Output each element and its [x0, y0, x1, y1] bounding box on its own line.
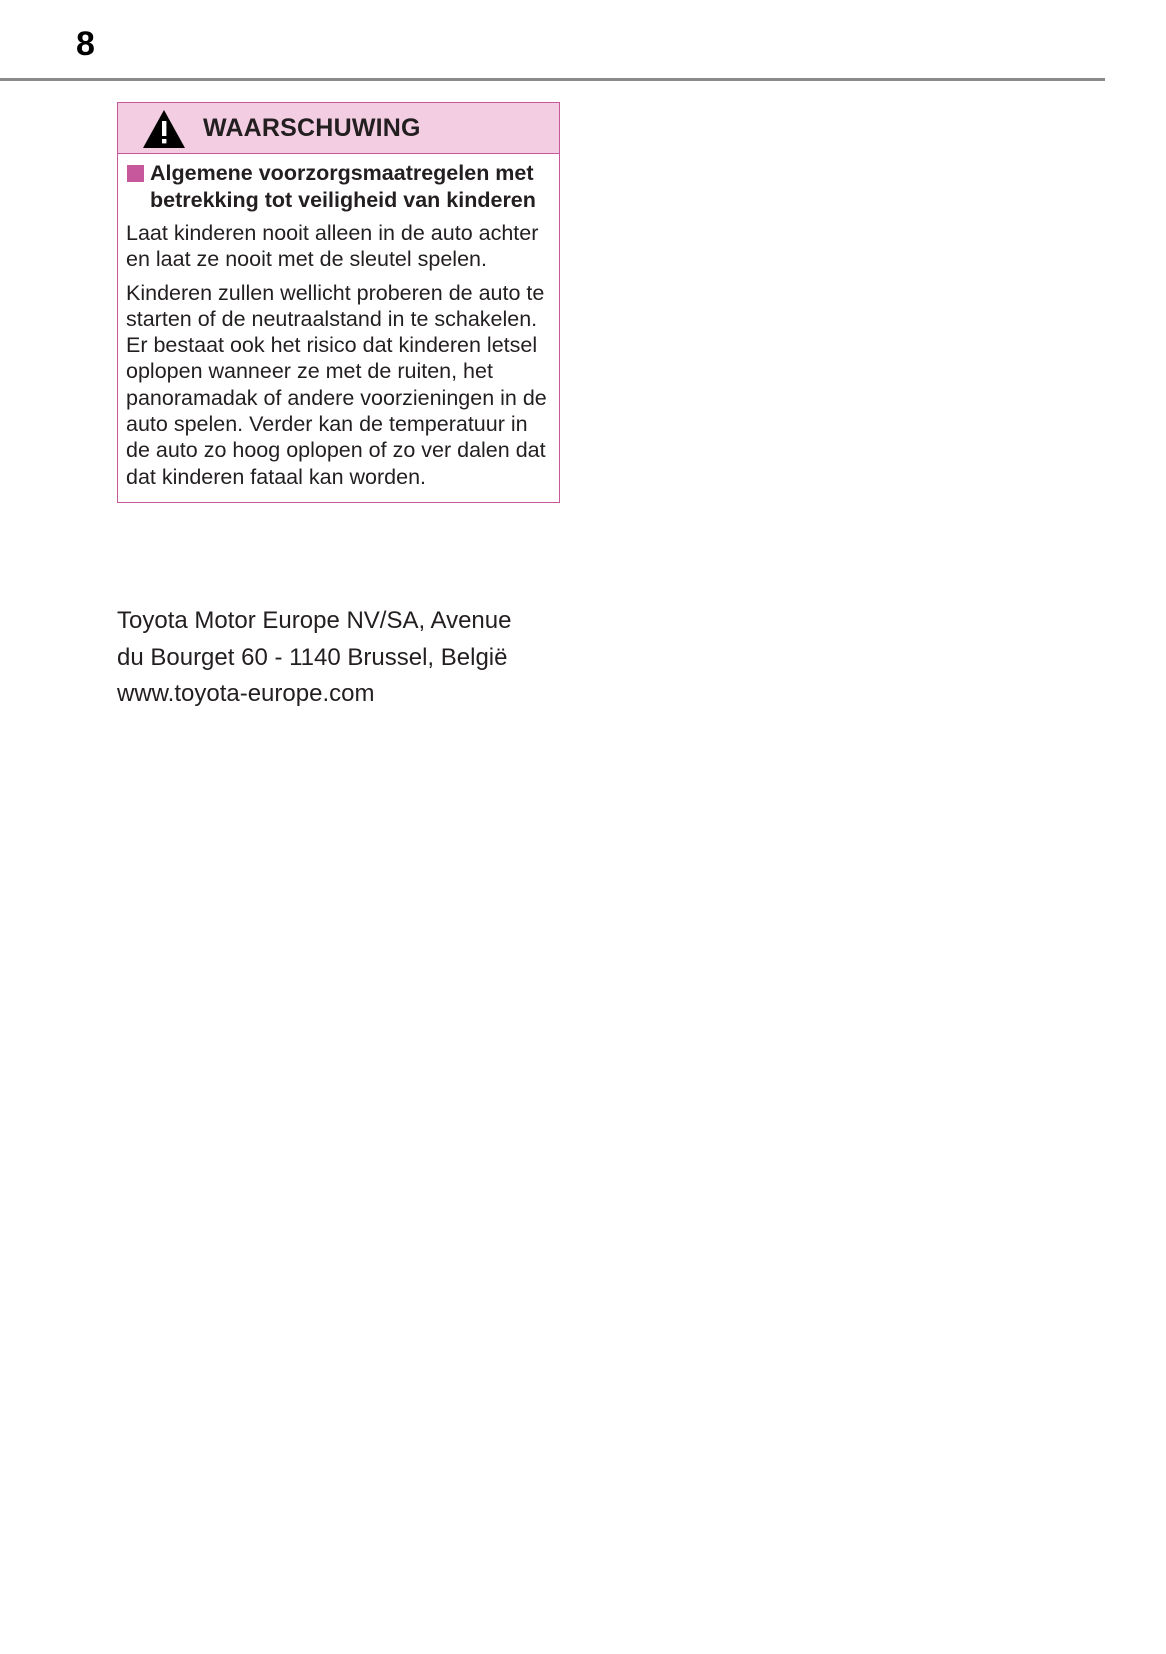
warning-triangle-icon [142, 109, 186, 149]
warning-paragraph: Laat kinderen nooit alleen in de auto achter en laat ze nooit met de sleutel spelen. [126, 221, 539, 272]
warning-header [118, 103, 559, 154]
warning-paragraph: Kinderen zullen wellicht proberen de auto te starten of de neutraalstand in te schakelen. Er bestaat ook het risico dat kinderen letsel oplopen wanneer ze met de ruiten, het panoramadak of andere voorzieningen in de auto spelen. Verder kan de temperatuur in de auto zo hoog oplopen of zo ver dalen dat dat kinderen fataal kan worden. [126, 280, 547, 489]
warning-subheading [126, 160, 551, 213]
address-line: du Bourget 60 - 1140 Brussel, België [117, 643, 508, 671]
page-number: 8 [76, 25, 95, 63]
warning-title: WAARSCHUWING [203, 114, 421, 142]
warning-box [117, 102, 560, 503]
address-line: Toyota Motor Europe NV/SA, Avenue [117, 607, 512, 634]
header-divider [0, 78, 1105, 81]
company-address [117, 603, 511, 713]
warning-body [118, 154, 559, 502]
warning-subheading-text: Algemene voorzorgsmaatregelen met betrekking tot veiligheid van kinderen [150, 161, 536, 212]
website-text: www.toyota-europe.com [117, 680, 375, 707]
square-bullet-icon [127, 165, 144, 182]
